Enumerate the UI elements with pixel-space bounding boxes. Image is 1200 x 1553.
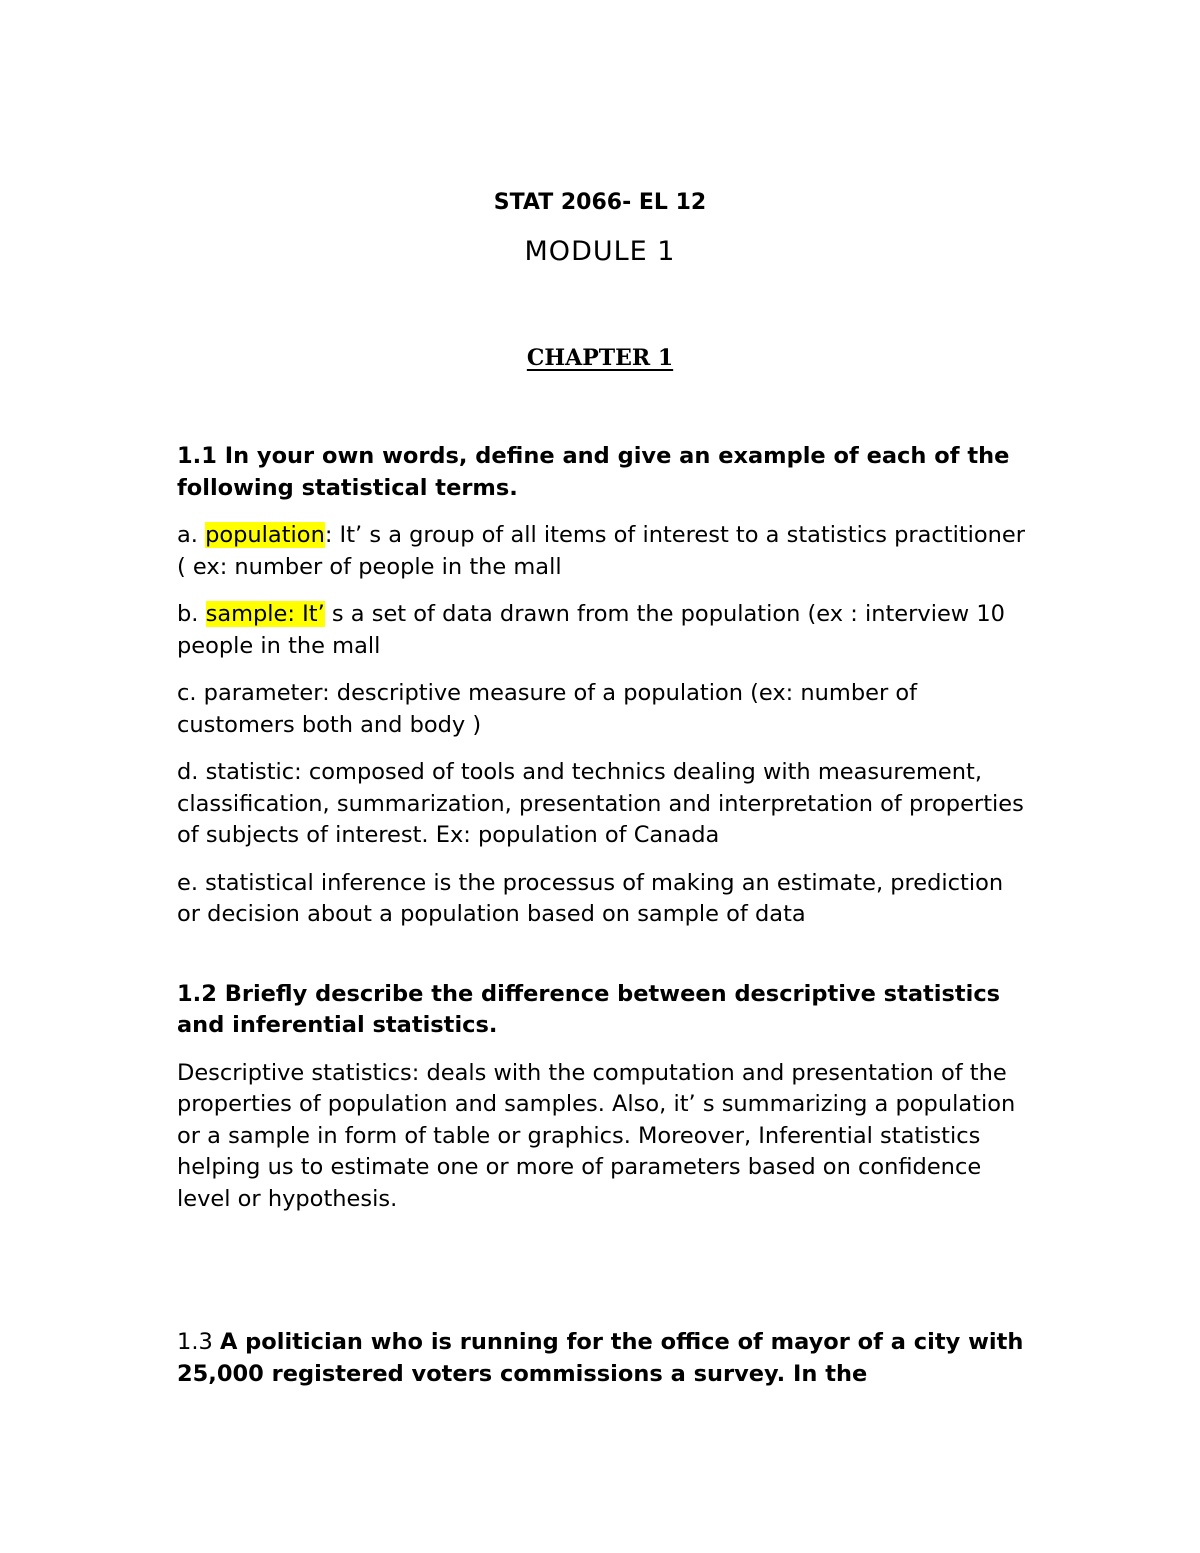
- answer-e: e. statistical inference is the processus of making an estimate, prediction or decision about a population based on sample of data: [177, 869, 1004, 927]
- answer-1-2: Descriptive statistics: deals with the computation and presentation of the properties of population and samples. Also, it’ s summarizing a population or a sample in form of table or graphics. Moreover, Inferential statistics helping us to estimate one or more of parameters based on confidence level or hypothesis.: [177, 1059, 1016, 1212]
- answer-c: c. parameter: descriptive measure of a population (ex: number of customers both and body ): [177, 680, 918, 738]
- course-title: STAT 2066- EL 12: [493, 190, 707, 215]
- answer-b-prefix: b.: [177, 601, 206, 627]
- module-title: MODULE 1: [524, 236, 676, 267]
- question-1-3-number: 1.3: [177, 1329, 220, 1355]
- answer-b-text: s a set of data drawn from the population (ex : interview 10 people in the mall: [177, 601, 1005, 659]
- answer-d: d. statistic: composed of tools and technics dealing with measurement, classification, summarization, presentation and interpretation of properties of subjects of interest. Ex: population of Canada: [177, 759, 1024, 848]
- question-1-3-text: A politician who is running for the office of mayor of a city with 25,000 registered voters commissions a survey. In the: [177, 1329, 1024, 1387]
- question-1-2-title: 1.2 Briefly describe the difference between descriptive statistics and inferential statistics.: [177, 980, 1001, 1038]
- chapter-title: [0, 343, 1200, 373]
- answer-b: [177, 599, 1027, 662]
- answer-a: [177, 520, 1027, 583]
- highlighted-term-sample: sample: It’: [205, 601, 325, 627]
- answer-a-prefix: a.: [177, 522, 206, 548]
- question-1-1-title: 1.1 In your own words, define and give an example of each of the following statistical terms.: [177, 443, 1010, 501]
- chapter-title-text: CHAPTER 1: [526, 345, 674, 371]
- answer-a-text: : It’ s a group of all items of interest to a statistics practitioner ( ex: number of people in the mall: [177, 522, 1026, 580]
- highlighted-term-population: population: [205, 522, 325, 548]
- question-1-3-title: [177, 1327, 1027, 1390]
- document-body: [177, 441, 1027, 1390]
